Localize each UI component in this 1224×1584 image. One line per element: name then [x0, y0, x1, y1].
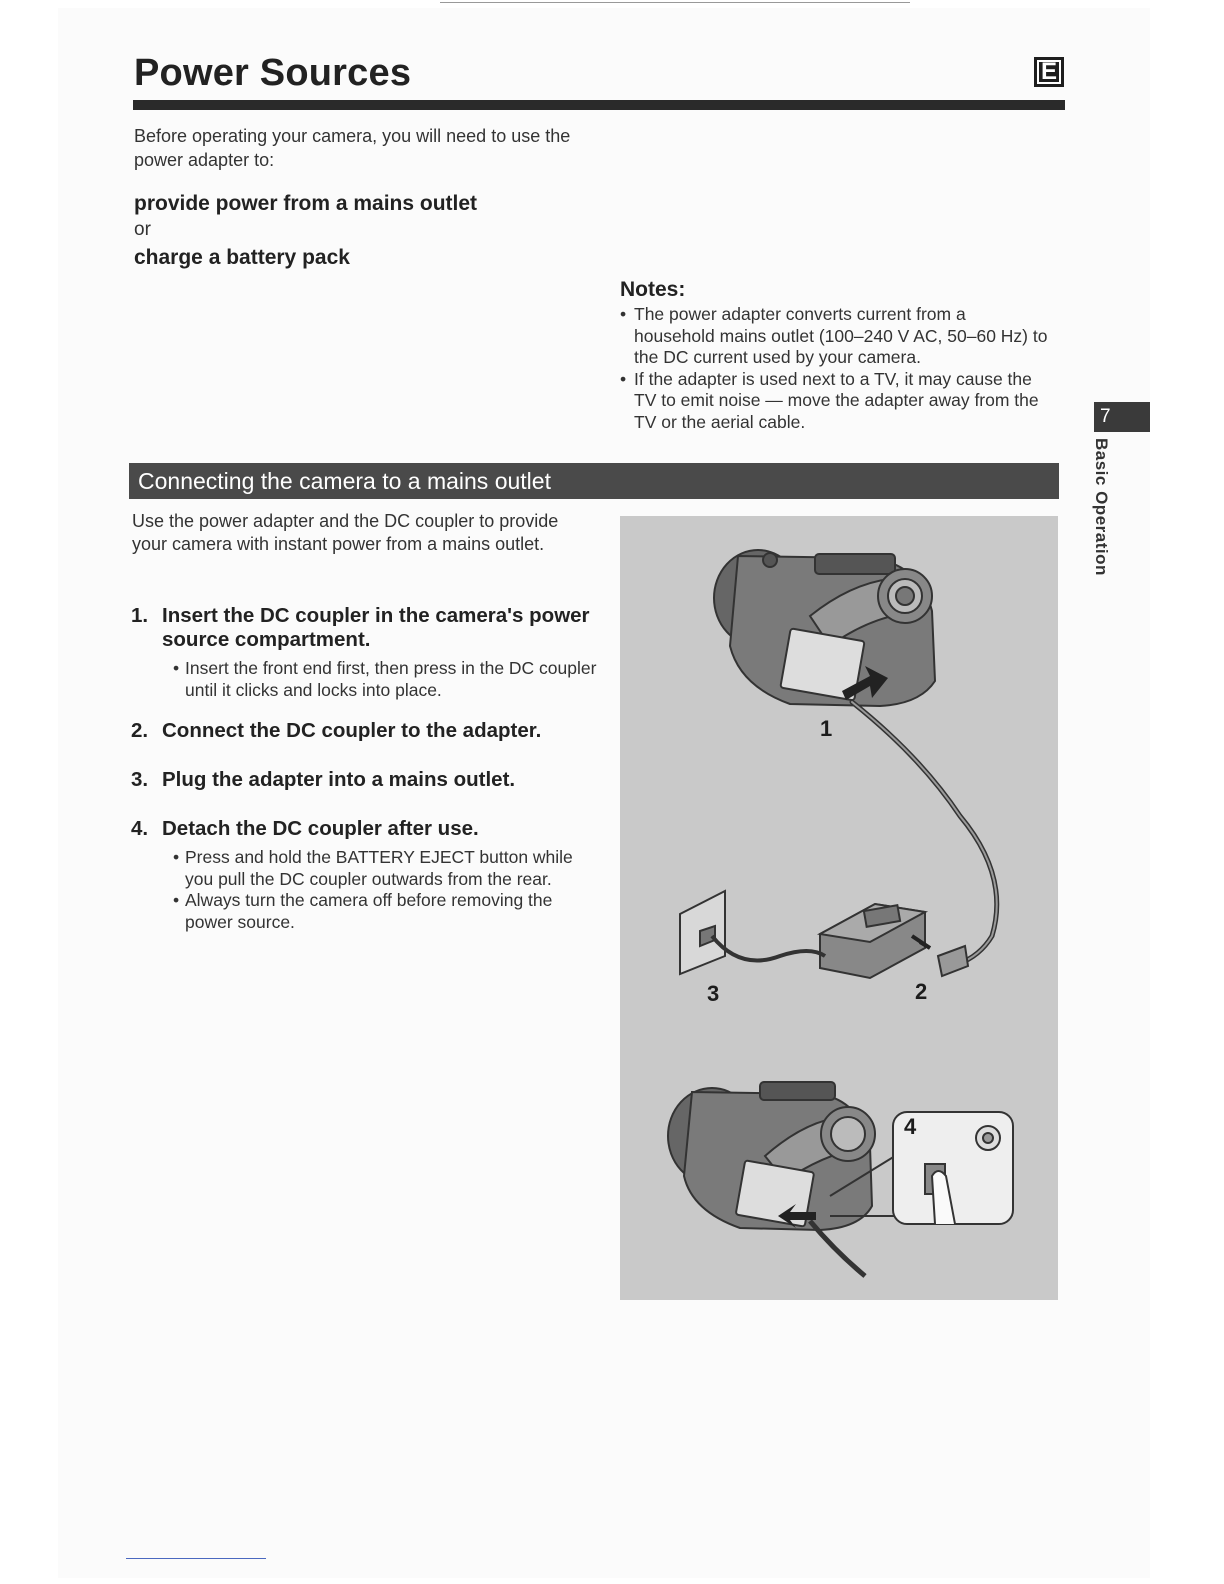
note-item: • If the adapter is used next to a TV, it may cause the TV to emit noise — move the adapter away from the TV or the aerial cable. [620, 369, 1050, 434]
option-mains-power: provide power from a mains outlet [134, 192, 478, 215]
step-number: 1. [131, 604, 149, 627]
top-rule [440, 2, 910, 3]
power-adapter [820, 904, 968, 978]
camcorder-top [714, 550, 935, 706]
note-item: • The power adapter converts current from a household mains outlet (100–240 V AC, 50–60 Hz) to the DC current used by your camera. [620, 304, 1050, 369]
section-intro: Use the power adapter and the DC coupler to provide your camera with instant power from a mains outlet. [132, 511, 559, 554]
page-title: Power Sources [134, 52, 412, 94]
section-side-label: Basic Operation [1092, 438, 1111, 576]
step-number: 4. [131, 817, 149, 840]
page-number-tab: 7 [1094, 402, 1150, 432]
coupler-cable [810, 1221, 865, 1276]
step-bullet: • Press and hold the BATTERY EJECT button while you pull the DC coupler outwards from the rear. [173, 847, 601, 890]
step-title: Insert the DC coupler in the camera's power source compartment. [162, 604, 590, 651]
callout-1: 1 [820, 716, 833, 741]
intro-text: Before operating your camera, you will need to use the power adapter to: [134, 126, 571, 170]
callout-4: 4 [904, 1114, 917, 1139]
callout-3: 3 [707, 981, 720, 1006]
step-title: Plug the adapter into a mains outlet. [162, 768, 516, 791]
step-number: 2. [131, 719, 149, 742]
step-4 [131, 817, 601, 933]
footer-rule [126, 1558, 266, 1559]
step-bullet: • Always turn the camera off before removing the power source. [173, 890, 601, 933]
step-3 [131, 768, 601, 792]
notes-list [620, 304, 1050, 433]
mains-cord [712, 936, 825, 961]
section-heading-bar: Connecting the camera to a mains outlet [129, 463, 1059, 499]
connection-illustration [620, 516, 1058, 1300]
step-2 [131, 719, 601, 743]
option-charge-battery: charge a battery pack [134, 246, 350, 269]
option-or: or [134, 219, 151, 240]
step-title: Detach the DC coupler after use. [162, 817, 479, 840]
step-title: Connect the DC coupler to the adapter. [162, 719, 542, 742]
camera-adapter-drawing [620, 516, 1058, 1300]
callout-2: 2 [915, 979, 928, 1004]
notes-heading: Notes: [620, 278, 686, 301]
wall-outlet [680, 891, 725, 974]
language-badge: E [1034, 57, 1064, 87]
title-underline [133, 100, 1065, 110]
step-1 [131, 604, 601, 701]
step-number: 3. [131, 768, 149, 791]
step-bullet: • Insert the front end first, then press in the DC coupler until it clicks and locks into place. [173, 658, 601, 701]
camcorder-bottom [668, 1082, 875, 1230]
